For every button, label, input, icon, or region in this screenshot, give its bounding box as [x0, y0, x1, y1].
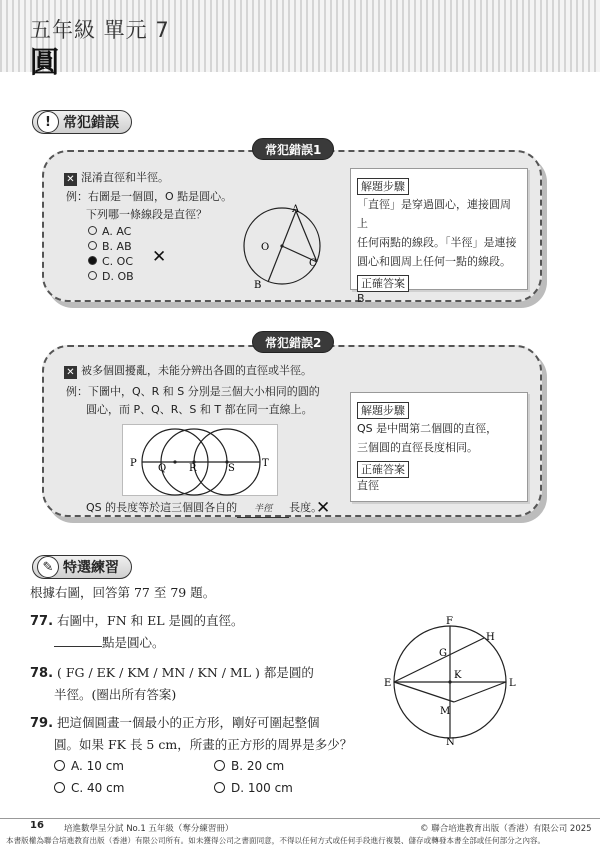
solution-card-2: [350, 392, 528, 502]
book-title: 培進數學呈分試 No.1 五年級（奪分練習冊）: [64, 824, 234, 834]
q79-option-c[interactable]: C. 40 cm: [54, 781, 124, 795]
radio-icon: [88, 271, 97, 280]
page-number: 16: [30, 820, 44, 831]
mistake2-example-1: 例：下圖中，Q、R 和 S 分別是三個大小相同的圓的: [66, 385, 320, 398]
point-label-r: R: [189, 463, 197, 474]
radio-icon: [54, 760, 65, 771]
answer-label-2: 正確答案: [357, 461, 409, 478]
section-common-label: 常犯錯誤: [63, 115, 119, 131]
point-label-c: C: [309, 258, 317, 269]
circle-figure-1: [238, 200, 330, 292]
mistake-tag-1: 常犯錯誤1: [252, 138, 334, 160]
wrong-mark-icon: ✕: [316, 498, 331, 518]
footer-divider: [0, 818, 600, 819]
point-label-h: H: [486, 632, 495, 643]
radio-icon: [214, 782, 225, 793]
radio-filled-icon: [88, 256, 97, 265]
mistake2-title-row: [64, 363, 312, 379]
point-label-m: M: [440, 706, 451, 717]
point-label-t: T: [262, 458, 269, 469]
mistake1-option-c: C. OC: [88, 254, 133, 269]
wrong-mark-icon: ✕: [152, 247, 167, 267]
mistake1-option-d: D. OB: [88, 269, 134, 284]
magnifier-exclamation-icon: !: [37, 111, 59, 133]
point-label-o: O: [261, 242, 270, 253]
point-label-g: G: [439, 648, 447, 659]
radio-icon: [214, 760, 225, 771]
q79-option-d[interactable]: D. 100 cm: [214, 781, 293, 795]
mistake1-option-a: A. AC: [88, 224, 131, 239]
handwritten-answer: 半徑: [237, 502, 289, 518]
point-label-b: B: [254, 280, 262, 291]
q79-option-a[interactable]: A. 10 cm: [54, 759, 124, 773]
answer-label-1: 正確答案: [357, 275, 409, 292]
copyright: © 聯合培進教育出版（香港）有限公司 2025: [420, 824, 592, 834]
question-77: 77. 右圖中，FN 和 EL 是圓的直徑。: [30, 613, 244, 629]
solution-line: 任何兩點的線段。「半徑」是連接: [357, 236, 517, 249]
radio-icon: [54, 782, 65, 793]
q79-option-b[interactable]: B. 20 cm: [214, 759, 284, 773]
question-79-line2: 圓。如果 FK 長 5 cm，所畫的正方形的周界是多少？: [54, 737, 353, 752]
pencil-icon: ✎: [37, 556, 59, 578]
answer-1: B: [357, 292, 365, 305]
mistake-tag-2: 常犯錯誤2: [252, 331, 334, 353]
solution-card-1: [350, 168, 528, 305]
question-78: 78. ( FG / EK / KM / MN / KN / ML ) 都是圓的: [30, 665, 314, 681]
mistake2-statement: QS 的長度等於這三個圓各自的 半徑 長度。: [86, 500, 322, 518]
solution-label-1: 解題步驟: [357, 178, 409, 195]
answer-2: 直徑: [357, 479, 379, 492]
question-78-line2: 半徑。(圈出所有答案): [54, 687, 177, 702]
solution-line: QS 是中間第二個圓的直徑，: [357, 422, 498, 435]
mistake1-title-row: [64, 170, 169, 186]
x-box-icon: ✕: [64, 173, 77, 186]
question-79: 79. 把這個圓畫一個最小的正方形，剛好可圍起整個: [30, 715, 320, 731]
section-practice-label: 特選練習: [63, 560, 119, 576]
mistake1-question: 下列哪一條線段是直徑？: [86, 208, 207, 221]
mistake1-title: 混淆直徑和半徑。: [81, 171, 169, 184]
section-common-mistakes: [32, 110, 132, 134]
mistake1-example: 例：右圖是一個圓，O 點是圓心。: [66, 190, 233, 203]
section-practice: [32, 555, 132, 579]
point-label-q: Q: [158, 463, 167, 474]
x-box-icon: ✕: [64, 366, 77, 379]
mistake2-example-2: 圓心，而 P、Q、R、S 和 T 都在同一直線上。: [86, 403, 313, 416]
three-circles-figure: [122, 424, 278, 496]
radio-icon: [88, 241, 97, 250]
copyright-notice: 本書版權為聯合培進教育出版（香港）有限公司所有。如未獲得公司之書面同意，不得以任何方式或任何手段進行複製、儲存或轉發本書全部或任何部分之內容。: [6, 836, 546, 845]
mistake2-title: 被多個圓擾亂，未能分辨出各圓的直徑或半徑。: [81, 364, 312, 377]
solution-line: 「直徑」是穿過圓心，連接圓周上: [357, 198, 511, 230]
point-label-n: N: [446, 737, 455, 746]
point-label-k: K: [454, 670, 462, 681]
mistake1-option-b: B. AB: [88, 239, 132, 254]
chapter-title: 圓: [30, 45, 60, 79]
solution-line: 圓心和圓周上任何一點的線段。: [357, 255, 511, 268]
point-label-l: L: [509, 678, 516, 689]
solution-line: 三個圓的直徑長度相同。: [357, 441, 478, 454]
point-label-e: E: [384, 678, 392, 689]
radio-icon: [88, 226, 97, 235]
grade-unit-title: 五年級 單元 7: [30, 18, 170, 42]
point-label-f: F: [446, 616, 453, 627]
solution-label-2: 解題步驟: [357, 402, 409, 419]
point-label-p: P: [130, 458, 137, 469]
answer-blank[interactable]: [54, 646, 102, 647]
practice-intro: 根據右圖，回答第 77 至 79 題。: [30, 585, 216, 600]
question-77-blank-row: 點是圓心。: [54, 634, 165, 652]
circle-figure-practice: [382, 614, 522, 746]
point-label-a: A: [292, 204, 300, 215]
point-label-s: S: [228, 463, 235, 474]
